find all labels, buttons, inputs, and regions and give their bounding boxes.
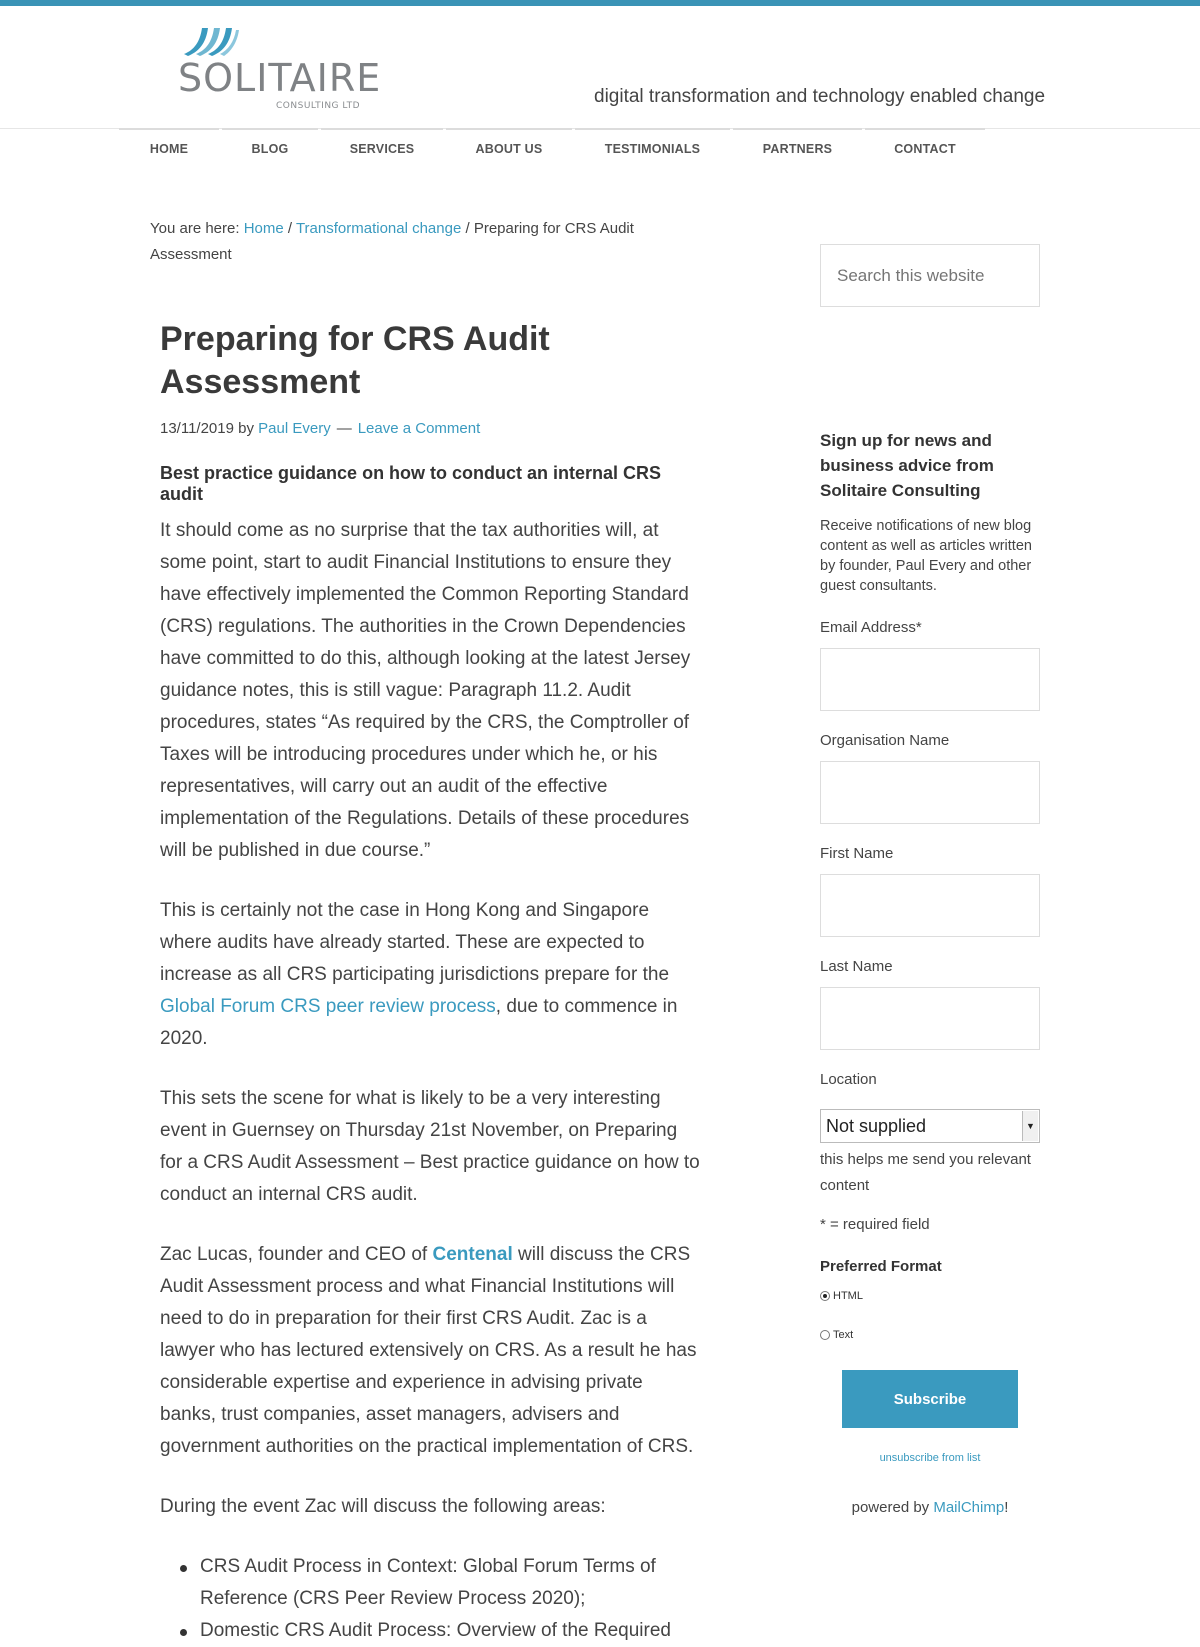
discussion-areas-list [178,1551,700,1647]
breadcrumb-separator: / [283,220,296,237]
paragraph-2-text-end: , due to commence in 2020. [160,996,678,1049]
nav-about-us[interactable]: ABOUT US [446,128,572,168]
logo-subtitle: CONSULTING LTD [276,101,361,111]
post-author-link[interactable]: Paul Every [258,420,331,437]
unsubscribe-link[interactable]: unsubscribe from list [879,1452,981,1464]
nav-partners[interactable]: PARTNERS [733,128,862,168]
nav-home[interactable]: HOME [119,128,219,168]
powered-by [820,1499,1040,1516]
breadcrumb-category-link[interactable]: Transformational change [295,220,462,237]
breadcrumb-home-link[interactable]: Home [243,220,284,237]
required-field-note: * = required field [820,1216,930,1233]
post-title: Preparing for CRS Audit Assessment [160,320,550,401]
paragraph-5: During the event Zac will discuss the following areas: [160,1496,606,1517]
radio-html[interactable] [820,1291,830,1301]
first-name-field[interactable] [820,874,1040,937]
last-name-label: Last Name [820,958,893,975]
signup-title: Sign up for news and business advice from Solitaire Consulting [820,431,994,500]
powered-prefix: powered by [851,1499,934,1516]
nav-testimonials[interactable]: TESTIMONIALS [575,128,730,168]
first-name-label: First Name [820,845,894,862]
paragraph-3: This sets the scene for what is likely to be a very interesting event in Guernsey on Thursday 21st November, on Preparing for a CRS Audit Assessment – Best practice guidance on how to conduct an internal CRS audit. [160,1088,700,1205]
breadcrumb-separator: / [461,220,474,237]
location-help-text: this helps me send you relevant content [820,1151,1031,1194]
post-meta [160,420,700,437]
paragraph-2 [160,895,700,1055]
paragraph-4-text: Zac Lucas, founder and CEO of [160,1244,433,1265]
post-by: by [233,420,259,437]
paragraph-4-text-end: will discuss the CRS Audit Assessment process and what Financial Institutions will need to do in preparation for their first CRS Audit. Zac is a lawyer who has lectured extensively on CRS. As a result he has considerable expertise and experience in advising private banks, trust companies, asset managers, advisers and government authorities on the practical implementation of CRS. [160,1244,697,1457]
paragraph-2-text: This is certainly not the case in Hong Kong and Singapore where audits have already started. These are expected to increase as all CRS participating jurisdictions prepare for the [160,900,670,985]
location-label: Location [820,1071,877,1088]
centenal-link[interactable] [433,1244,513,1265]
search-input[interactable] [820,244,1040,307]
powered-suffix: ! [1004,1499,1009,1516]
organisation-field[interactable] [820,761,1040,824]
logo-wing-icon [180,24,240,58]
breadcrumb-current: Preparing for CRS Audit Assessment [150,220,634,263]
nav-services[interactable]: SERVICES [321,128,443,168]
subscribe-button[interactable]: Subscribe [842,1370,1018,1428]
radio-text[interactable] [820,1330,830,1340]
paragraph-1: It should come as no surprise that the tax authorities will, at some point, start to audit Financial Institutions to ensure they have effectively implemented the Common Reporting Standard (CRS) regulations. The authorities in the Crown Dependencies have committed to do this, although looking at the latest Jersey guidance notes, this is still vague: Paragraph 11.2. Audit procedures, states “As required by the CRS, the Comptroller of Taxes will be introducing procedures under which he, or his representatives, will carry out an audit of the effective implementation of the Regulations. Details of these procedures will be published in due course.” [160,520,691,861]
post-date: 13/11/2019 [160,420,234,437]
breadcrumb [150,216,670,268]
nav-blog[interactable]: BLOG [222,128,318,168]
site-tagline: digital transformation and technology enabled change [594,86,1046,107]
global-forum-link[interactable]: Global Forum CRS peer review process [160,996,496,1017]
format-text-label: Text [833,1329,854,1341]
centenal-link-text: Centenal [432,1244,513,1265]
format-html-option[interactable] [820,1290,863,1302]
post-intro-heading: Best practice guidance on how to conduct an internal CRS audit [160,463,662,504]
site-logo[interactable] [178,24,382,114]
meta-separator: — [336,420,352,437]
leave-comment-link[interactable]: Leave a Comment [357,420,481,437]
email-field[interactable] [820,648,1040,711]
sidebar [820,244,1040,1516]
format-text-option[interactable] [820,1329,853,1341]
list-item: CRS Audit Process in Context: Global Forum Terms of Reference (CRS Peer Review Process 2020); [178,1551,700,1615]
organisation-label: Organisation Name [820,732,950,749]
signup-description: Receive notifications of new blog content as well as articles written by founder, Paul Every and other guest consultants. [820,518,1032,594]
location-selected-value: Not supplied [826,1116,927,1136]
breadcrumb-prefix: You are here: [150,220,244,237]
chevron-down-icon[interactable]: ▼ [1022,1111,1038,1141]
format-html-label: HTML [833,1290,863,1302]
nav-contact[interactable]: CONTACT [865,128,985,168]
main-nav [119,128,988,168]
email-label: Email Address* [820,619,922,636]
preferred-format-title: Preferred Format [820,1258,942,1275]
post-content [160,318,700,1647]
logo-wordmark: SOLITAIRE [178,56,382,100]
location-select[interactable] [820,1109,1040,1143]
list-item: Domestic CRS Audit Process: Overview of the Required [178,1615,700,1647]
site-header [0,6,1200,129]
mailchimp-link[interactable]: MailChimp [933,1499,1005,1516]
paragraph-4 [160,1239,700,1463]
last-name-field[interactable] [820,987,1040,1050]
